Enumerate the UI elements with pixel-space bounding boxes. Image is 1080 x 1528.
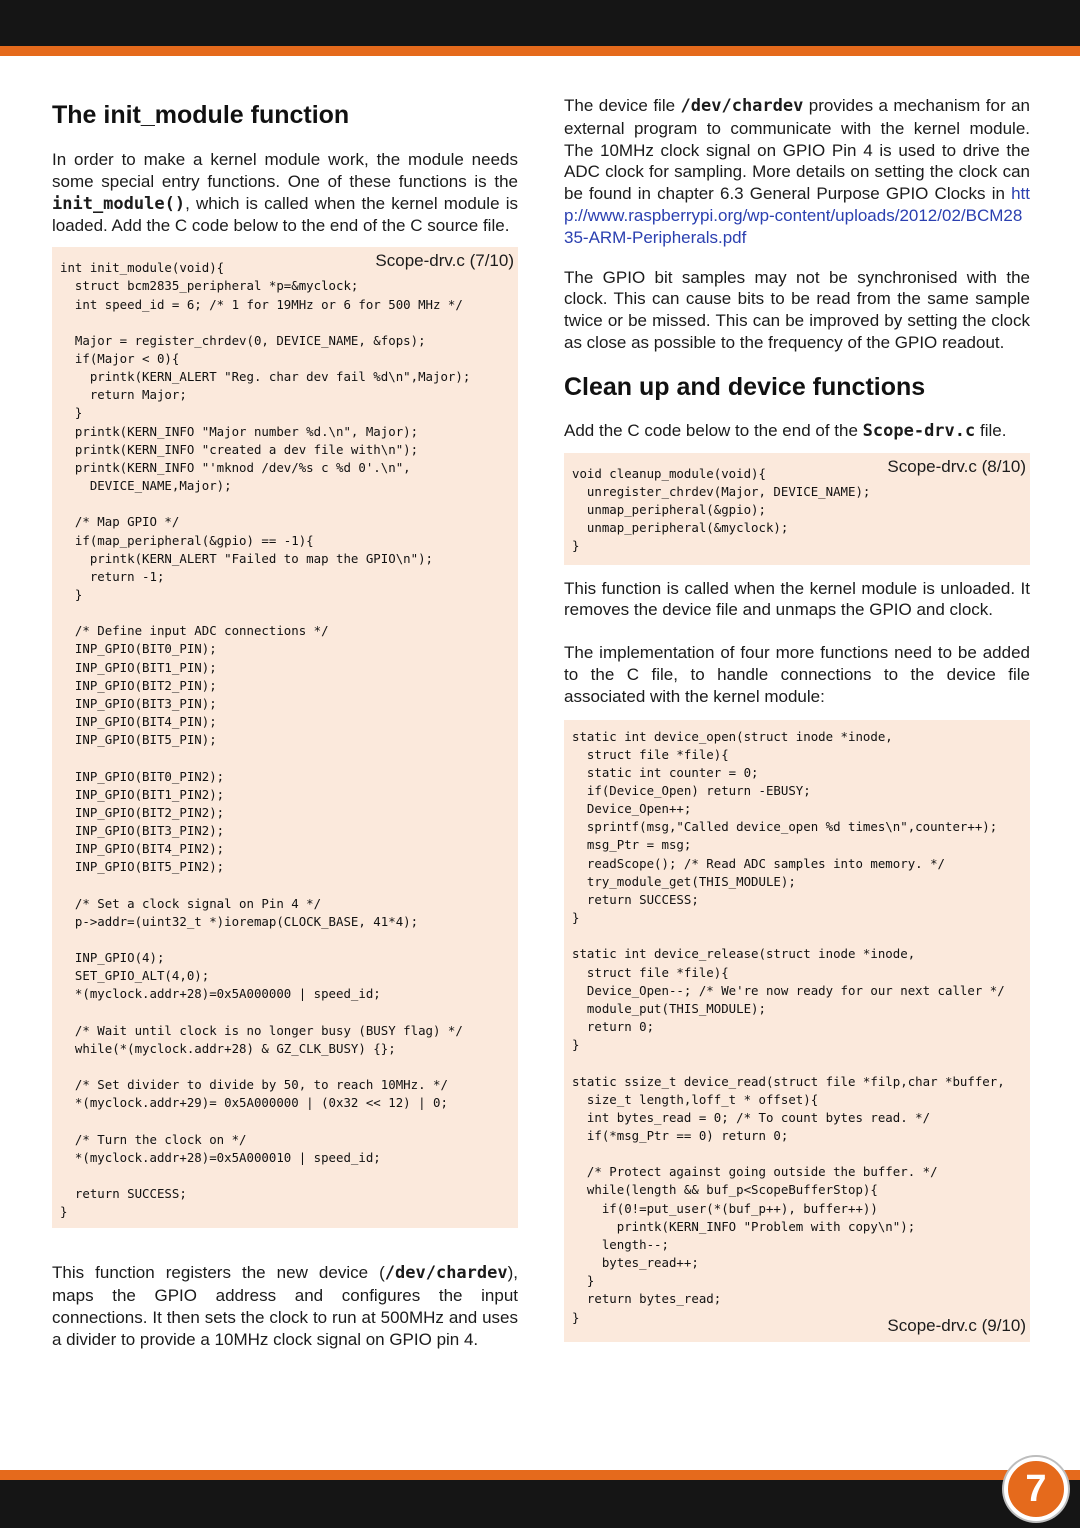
code-listing: int init_module(void){ struct bcm2835_peripheral *p=&myclock; int speed_id = 6; /* 1 for 19MHz or 6 for 500 MHz */ Major = register_chrdev(0, DEVICE_NAME, &fops); if(Major < 0){ printk(KERN_ALERT "Reg. char dev fail %d\n",Major); return Major; } printk(KERN_INFO "Major number %d.\n", Major); printk(KERN_INFO "created a dev file with\n"); printk(KERN_INFO "'mknod /dev/%s c %d 0'.\n", DEVICE_NAME,Major); /* Map GPIO */ if(map_peripheral(&gpio) == -1){ printk(KERN_ALERT "Failed to map the GPIO\n"); return -1; } /* Define input ADC connections */ INP_GPIO(BIT0_PIN); INP_GPIO(BIT1_PIN); INP_GPIO(BIT2_PIN); INP_GPIO(BIT3_PIN); INP_GPIO(BIT4_PIN); INP_GPIO(BIT5_PIN); INP_GPIO(BIT0_PIN2); INP_GPIO(BIT1_PIN2); INP_GPIO(BIT2_PIN2); INP_GPIO(BIT3_PIN2); INP_GPIO(BIT4_PIN2); INP_GPIO(BIT5_PIN2); /* Set a clock signal on Pin 4 */ p->addr=(uint32_t *)ioremap(CLOCK_BASE, 41*4); INP_GPIO(4); SET_GPIO_ALT(4,0); *(myclock.addr+28)=0x5A000000 | speed_id; /* Wait until clock is no longer busy (BUSY flag) */ while(*(myclock.addr+28) & GZ_CLK_BUSY) {}; /* Set divider to divide by 50, to reach 10MHz. */ *(myclock.addr+29)= 0x5A000000 | (0x32 << 12) | 0; /* Turn the clock on */ *(myclock.addr+28)=0x5A000010 | speed_id; return SUCCESS; } — [60, 260, 471, 1220]
add-code-paragraph: Add the C code below to the end of the Scope-drv.c file. — [564, 420, 1007, 441]
intro-paragraph: In order to make a kernel module work, the module needs some special entry functions. One of these functions is the init_module(), which is called when the kernel module is loaded. Add the C code below to the end of the C source file. — [52, 150, 518, 236]
header-bar — [0, 0, 1080, 46]
code-caption: Scope-drv.c (9/10) — [887, 1315, 1026, 1335]
code-listing: static int device_open(struct inode *inode, struct file *file){ static int counter = 0; if(Device_Open) return -EBUSY; Device_Open++; sprintf(msg,"Called device_open %d times\n",counter++); msg_Ptr = msg; readScope(); /* Read ADC samples into memory. */ try_module_get(THIS_MODULE); return SUCCESS; } static int device_release(struct inode *inode, struct file *file){ Device_Open--; /* We're now ready for our next caller */ module_put(THIS_MODULE); return 0; } static ssize_t device_read(struct file *filp,char *buffer, size_t length,loff_t * offset){ int bytes_read = 0; /* To count bytes read. */ if(*msg_Ptr == 0) return 0; /* Protect against going outside the buffer. */ while(length && buf_p<ScopeBufferStop){ if(0!=put_user(*(buf_p++), buffer++)) printk(KERN_INFO "Problem with copy\n"); length--; bytes_read++; } return bytes_read; } — [572, 728, 1005, 1325]
gpio-sync-paragraph: The GPIO bit samples may not be synchronised with the clock. This can cause bits to be read from the same sample twice or be missed. This can be improved by setting the clock as close as possible to the frequency of the GPIO readout. — [564, 267, 1030, 352]
code-block-init-module — [52, 247, 518, 1228]
inline-code-dev-chardev: /dev/chardev — [384, 1263, 508, 1284]
section-title-cleanup: Clean up and device functions — [564, 372, 926, 401]
inline-code-init-module: init_module() — [52, 193, 186, 214]
code-listing: void cleanup_module(void){ unregister_chrdev(Major, DEVICE_NAME); unmap_peripheral(&gpio); unmap_peripheral(&myclock); } — [572, 465, 871, 554]
device-file-paragraph: The device file /dev/chardev provides a mechanism for an external program to communicate with the kernel module. The 10MHz clock signal on GPIO Pin 4 is used to drive the ADC clock for sampling. More details on setting the clock can be found in chapter 6.3 General Purpose GPIO Clocks in http://www.raspberrypi.org/wp-content/uploads/2012/02/BCM2835-ARM-Peripherals.pdf — [564, 96, 1030, 247]
header-accent-stripe — [0, 46, 1080, 56]
inline-code-dev-chardev: /dev/chardev — [680, 96, 804, 116]
outro-paragraph: This function registers the new device (/dev/chardev), maps the GPIO address and configures the input connections. It then sets the clock to run at 500MHz and uses a divider to provide a 10MHz clock signal on GPIO pin 4. — [52, 1263, 518, 1349]
inline-code-scope-drv: Scope-drv.c — [862, 420, 976, 441]
four-functions-paragraph: The implementation of four more functions need to be added to the C file, to handle connections to the device file associated with the kernel module: — [564, 643, 1030, 706]
right-column — [564, 95, 1030, 1342]
cleanup-description-paragraph: This function is called when the kernel module is unloaded. It removes the device file and unmaps the GPIO and clock. — [564, 578, 1030, 620]
page-number-badge: 7 — [1004, 1457, 1068, 1521]
code-caption: Scope-drv.c (7/10) — [375, 251, 514, 271]
code-block-device-functions — [564, 720, 1030, 1342]
footer-accent-stripe — [0, 1470, 1080, 1480]
left-column — [52, 92, 518, 1350]
footer-bar — [0, 1480, 1080, 1528]
section-title-init-module: The init_module function — [52, 101, 350, 129]
peripherals-pdf-link[interactable]: http://www.raspberrypi.org/wp-content/uploads/2012/02/BCM2835-ARM-Peripherals.pdf — [564, 184, 1030, 247]
code-caption: Scope-drv.c (8/10) — [887, 456, 1026, 476]
code-block-cleanup — [564, 453, 1030, 565]
